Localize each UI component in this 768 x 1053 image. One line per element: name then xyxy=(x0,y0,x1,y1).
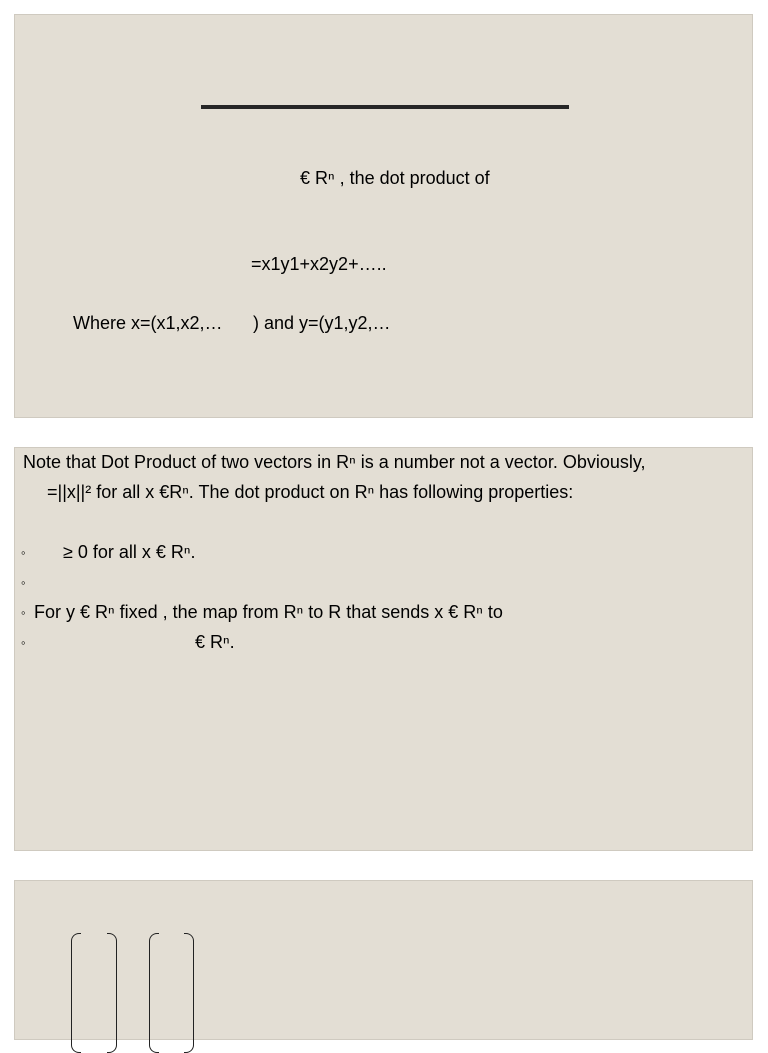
property-linear-map: For y € Rⁿ fixed , the map from Rⁿ to R that sends x € Rⁿ to xyxy=(34,602,503,622)
where-x-text: Where x=(x1,x2,… xyxy=(73,313,223,333)
dot-product-formula: =x1y1+x2y2+….. xyxy=(251,254,387,274)
property-membership: € Rⁿ. xyxy=(195,632,235,652)
slide-3 xyxy=(14,880,753,1040)
left-bracket-2 xyxy=(149,933,159,1053)
bullet-marker: ◦ xyxy=(21,545,26,560)
bullet-marker: ◦ xyxy=(21,635,26,650)
right-bracket-1 xyxy=(107,933,117,1053)
property-nonnegative: ≥ 0 for all x € Rⁿ. xyxy=(63,542,196,562)
slide-2 xyxy=(14,447,753,851)
where-y-text: ) and y=(y1,y2,… xyxy=(253,313,391,333)
title-rule xyxy=(201,105,569,109)
left-bracket-1 xyxy=(71,933,81,1053)
note-line-1: Note that Dot Product of two vectors in Rⁿ is a number not a vector. Obviously, xyxy=(23,452,646,472)
slide-1 xyxy=(14,14,753,418)
bullet-marker: ◦ xyxy=(21,575,26,590)
right-bracket-2 xyxy=(184,933,194,1053)
bullet-marker: ◦ xyxy=(21,605,26,620)
definition-line: € Rⁿ , the dot product of xyxy=(300,168,490,188)
note-line-2: =||x||² for all x €Rⁿ. The dot product on Rⁿ has following properties: xyxy=(47,482,574,502)
